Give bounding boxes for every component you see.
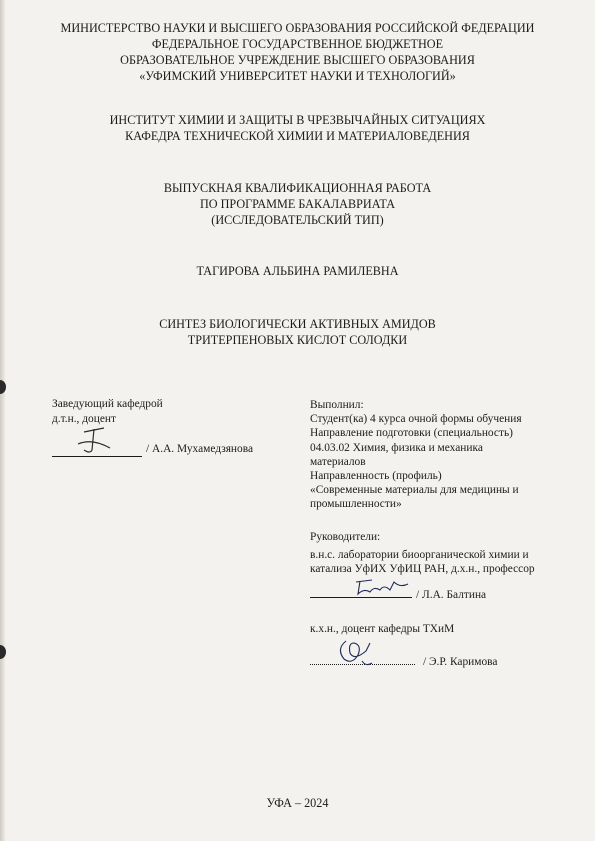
- header-line: ОБРАЗОВАТЕЛЬНОЕ УЧРЕЖДЕНИЕ ВЫСШЕГО ОБРАЗОВАНИЯ: [120, 53, 475, 67]
- institute-line: ИНСТИТУТ ХИМИИ И ЗАЩИТЫ В ЧРЕЗВЫЧАЙНЫХ СИТУАЦИЯХ: [109, 113, 486, 127]
- performed-line: Направленность (профиль): [310, 470, 442, 483]
- topic-line: СИНТЕЗ БИОЛОГИЧЕСКИ АКТИВНЫХ АМИДОВ: [159, 317, 436, 331]
- supervisor-name: / Л.А. Балтина: [416, 589, 487, 602]
- work-type-line: (ИССЛЕДОВАТЕЛЬСКИЙ ТИП): [211, 213, 384, 227]
- supervisor-line: к.х.н., доцент кафедры ТХиМ: [310, 623, 455, 636]
- work-type-line: ПО ПРОГРАММЕ БАКАЛАВРИАТА: [199, 197, 396, 211]
- thesis-topic: [0, 316, 595, 348]
- performed-line: промышленности»: [310, 498, 402, 511]
- supervisor-signature-row: [310, 655, 585, 669]
- handwritten-signature: [350, 574, 420, 600]
- supervisor-line: катализа УфИХ УфИЦ РАН, д.х.н., профессор: [310, 563, 535, 576]
- header-line: ФЕДЕРАЛЬНОЕ ГОСУДАРСТВЕННОЕ БЮДЖЕТНОЕ: [151, 37, 444, 51]
- supervisor-line: в.н.с. лаборатории биоорганической химии и: [310, 548, 529, 561]
- ministry-header: [0, 20, 595, 84]
- head-of-department-block: [52, 397, 253, 457]
- supervisor-signature-row: [310, 588, 585, 602]
- department-line: КАФЕДРА ТЕХНИЧЕСКОЙ ХИМИИ И МАТЕРИАЛОВЕДЕНИЯ: [125, 129, 470, 143]
- supervisors-title: Руководители:: [310, 530, 381, 543]
- header-line: МИНИСТЕРСТВО НАУКИ И ВЫСШЕГО ОБРАЗОВАНИЯ РОССИЙСКОЙ ФЕДЕРАЦИИ: [60, 21, 535, 35]
- performed-line: 04.03.02 Химия, физика и механика: [310, 441, 483, 454]
- performed-line: Направление подготовки (специальность): [310, 427, 513, 440]
- head-signature-row: [52, 442, 253, 457]
- topic-line: ТРИТЕРПЕНОВЫХ КИСЛОТ СОЛОДКИ: [187, 333, 408, 347]
- supervisor-name: / Э.Р. Каримова: [423, 655, 498, 668]
- city-year: УФА – 2024: [266, 796, 329, 810]
- performed-line: материалов: [310, 455, 366, 468]
- institute-block: [0, 112, 595, 144]
- header-line: «УФИМСКИЙ УНИВЕРСИТЕТ НАУКИ И ТЕХНОЛОГИЙ»: [139, 69, 456, 83]
- performed-line: «Современные материалы для медицины и: [310, 484, 519, 497]
- performed-by-block: [310, 398, 585, 669]
- head-degree: д.т.н., доцент: [52, 412, 116, 425]
- author-name: ТАГИРОВА АЛЬБИНА РАМИЛЕВНА: [196, 264, 399, 278]
- head-title: Заведующий кафедрой: [52, 398, 163, 410]
- performed-title: Выполнил:: [310, 399, 364, 411]
- work-type-block: [0, 180, 595, 228]
- spacer: [310, 602, 585, 622]
- spacer: [310, 512, 585, 530]
- handwritten-signature: [332, 635, 382, 669]
- handwritten-signature: [70, 424, 130, 454]
- work-type-line: ВЫПУСКНАЯ КВАЛИФИКАЦИОННАЯ РАБОТА: [163, 181, 432, 195]
- signature-line: [52, 456, 142, 457]
- head-name: / А.А. Мухамедзянова: [146, 443, 254, 455]
- performed-line: Студент(ка) 4 курса очной формы обучения: [310, 413, 522, 426]
